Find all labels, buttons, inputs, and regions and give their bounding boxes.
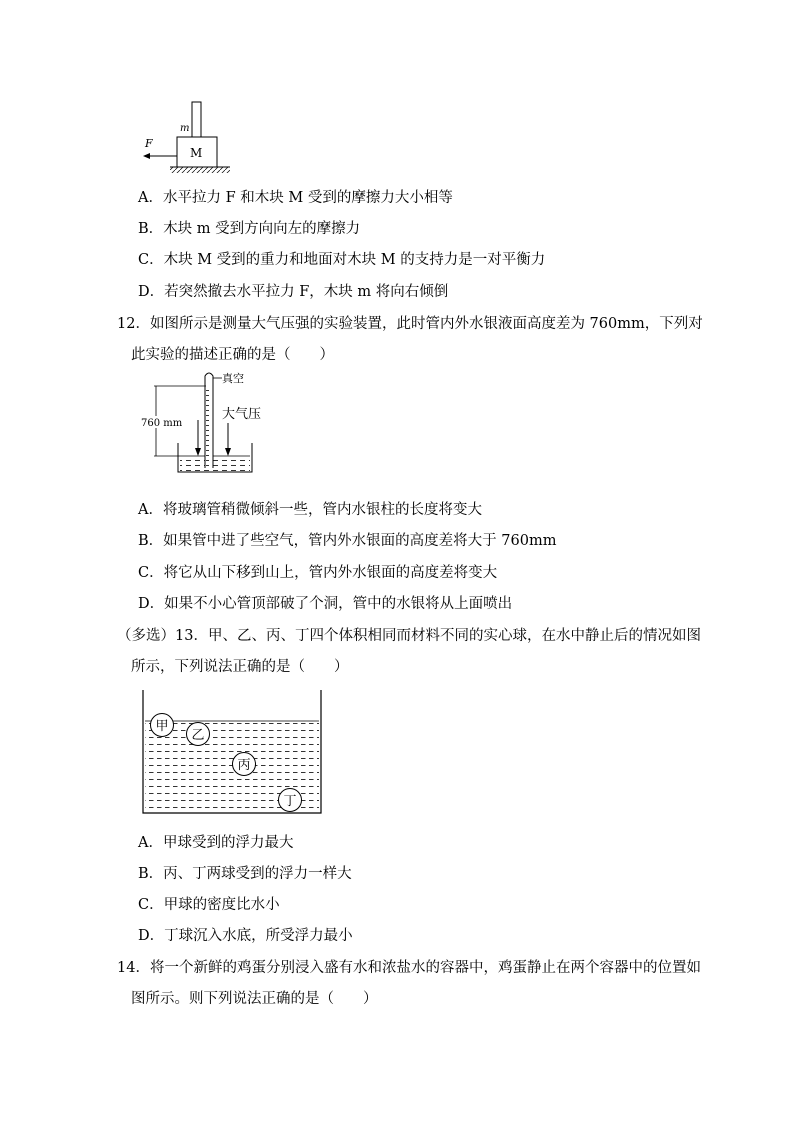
label-m: m (180, 123, 190, 134)
q13-stem-line2: 所示，下列说法正确的是（ ） (131, 659, 349, 675)
q13-option-c: C．甲球的密度比水小 (138, 897, 280, 913)
atm-label: 大气压 (222, 407, 262, 422)
ground-hatch (170, 167, 230, 173)
barometer-diagram (140, 368, 280, 480)
ball-jia-label: 甲 (155, 719, 169, 734)
atm-arrowhead-left (195, 448, 201, 456)
height-label: 760 mm (141, 418, 183, 429)
label-M: M (190, 146, 203, 160)
force-arrowhead (143, 153, 150, 159)
q13-stem-line1: （多选）13．甲、乙、丙、丁四个体积相同而材料不同的实心球，在水中静止后的情况如图 (117, 628, 701, 644)
q12-stem-line1: 12．如图所示是测量大气压强的实验装置，此时管内外水银液面高度差为 760mm，下列对 (117, 316, 703, 332)
q11-option-b: B．木块 m 受到方向向左的摩擦力 (138, 221, 361, 237)
q13-option-a: A．甲球受到的浮力最大 (138, 835, 294, 851)
q12-option-b: B．如果管中进了些空气，管内外水银面的高度差将大于 760mm (138, 533, 557, 549)
atm-arrowhead-right (225, 448, 231, 456)
q14-stem-line1: 14．将一个新鲜的鸡蛋分别浸入盛有水和浓盐水的容器中，鸡蛋静止在两个容器中的位置如 (117, 960, 701, 976)
label-F: F (145, 137, 153, 150)
q11-option-d: D．若突然撤去水平拉力 F，木块 m 将向右倾倒 (138, 284, 449, 300)
tube-mercury (206, 388, 212, 468)
q12-option-a: A．将玻璃管稍微倾斜一些，管内水银柱的长度将变大 (138, 502, 482, 518)
q13-option-b: B．丙、丁两球受到的浮力一样大 (138, 866, 352, 882)
q14-stem-line2: 图所示。则下列说法正确的是（ ） (131, 991, 378, 1007)
block-friction-diagram (130, 95, 240, 180)
q11-option-c: C．木块 M 受到的重力和地面对木块 M 的支持力是一对平衡力 (138, 252, 546, 268)
q13-option-d: D．丁球沉入水底，所受浮力最小 (138, 928, 353, 944)
q12-stem-line2: 此实验的描述正确的是（ ） (131, 347, 334, 363)
q11-option-a: A．水平拉力 F 和木块 M 受到的摩擦力大小相等 (138, 190, 453, 206)
ball-ding-label: 丁 (283, 794, 297, 809)
ball-bing-label: 丙 (237, 758, 251, 773)
block-m (192, 102, 201, 137)
q12-option-d: D．如果不小心管顶部破了个洞，管中的水银将从上面喷出 (138, 596, 513, 612)
dish-mercury (180, 456, 250, 472)
vacuum-label: 真空 (222, 372, 244, 385)
floating-balls-diagram (140, 685, 325, 817)
q12-option-c: C．将它从山下移到山上，管内外水银面的高度差将变大 (138, 565, 498, 581)
ball-yi-label: 乙 (191, 728, 205, 743)
